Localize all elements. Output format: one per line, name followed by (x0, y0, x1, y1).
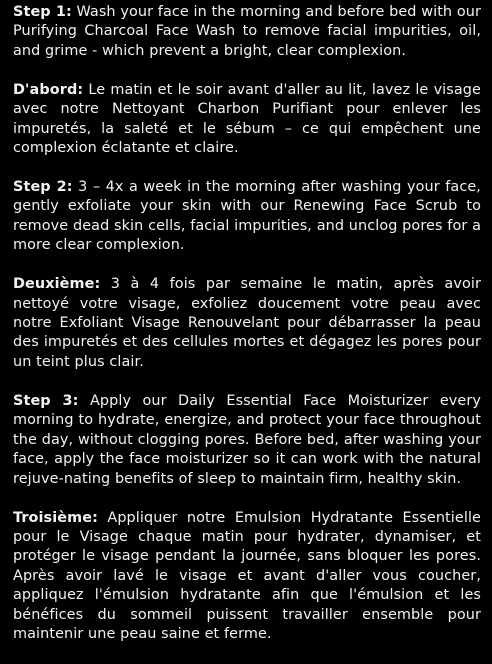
step-1-french (13, 81, 481, 159)
step-1-english (13, 3, 481, 61)
step-3-english (13, 392, 481, 489)
step-text: Appliquer notre Emulsion Hydratante Essentielle pour le Visage chaque matin pour hydrater, dynamiser, et protéger le visage pendant la journée, sans bloquer les pores. Après avoir lavé le visage et avant d'aller vous coucher, appliquez l'émulsion hydratante afin que l'émulsion et les bénéfices du sommeil puissent travailler ensemble pour maintenir une peau saine et ferme. (13, 509, 481, 642)
instructions-document (13, 3, 481, 664)
step-label: D'abord: (13, 81, 84, 98)
step-text: Apply our Daily Essential Face Moisturizer every morning to hydrate, energize, and protect your face throughout the day, without clogging pores. Before bed, after washing your face, apply the face moisturizer so it can work with the natural rejuve-nating benefits of sleep to maintain firm, healthy skin. (13, 392, 481, 487)
step-label: Troisième: (13, 509, 98, 526)
step-text: 3 à 4 fois par semaine le matin, après avoir nettoyé votre visage, exfoliez doucement votre peau avec notre Exfoliant Visage Renouvelant pour débarrasser la peau des impuretés et des cellules mortes et dégagez les pores pour un teint plus clair. (13, 276, 481, 370)
step-text: Wash your face in the morning and before bed with our Purifying Charcoal Face Wash to remove facial impurities, oil, and grime - which prevent a bright, clear complexion. (13, 4, 481, 59)
step-text: Le matin et le soir avant d'aller au lit, lavez le visage avec notre Nettoyant Charbon Purifiant pour enlever les impuretés, la saleté et le sébum – ce qui empêchent une complexion éclatante et claire. (13, 81, 481, 157)
step-text: 3 – 4x a week in the morning after washing your face, gently exfoliate your skin with our Renewing Face Scrub to remove dead skin cells, facial impurities, and unclog pores for a more clear complexion. (13, 179, 481, 254)
step-label: Deuxième: (13, 276, 101, 293)
step-label: Step 1: (13, 4, 72, 20)
step-2-french (13, 275, 481, 372)
step-label: Step 3: (13, 392, 79, 409)
step-3-french (13, 509, 481, 645)
step-label: Step 2: (13, 179, 73, 196)
step-2-english (13, 178, 481, 256)
